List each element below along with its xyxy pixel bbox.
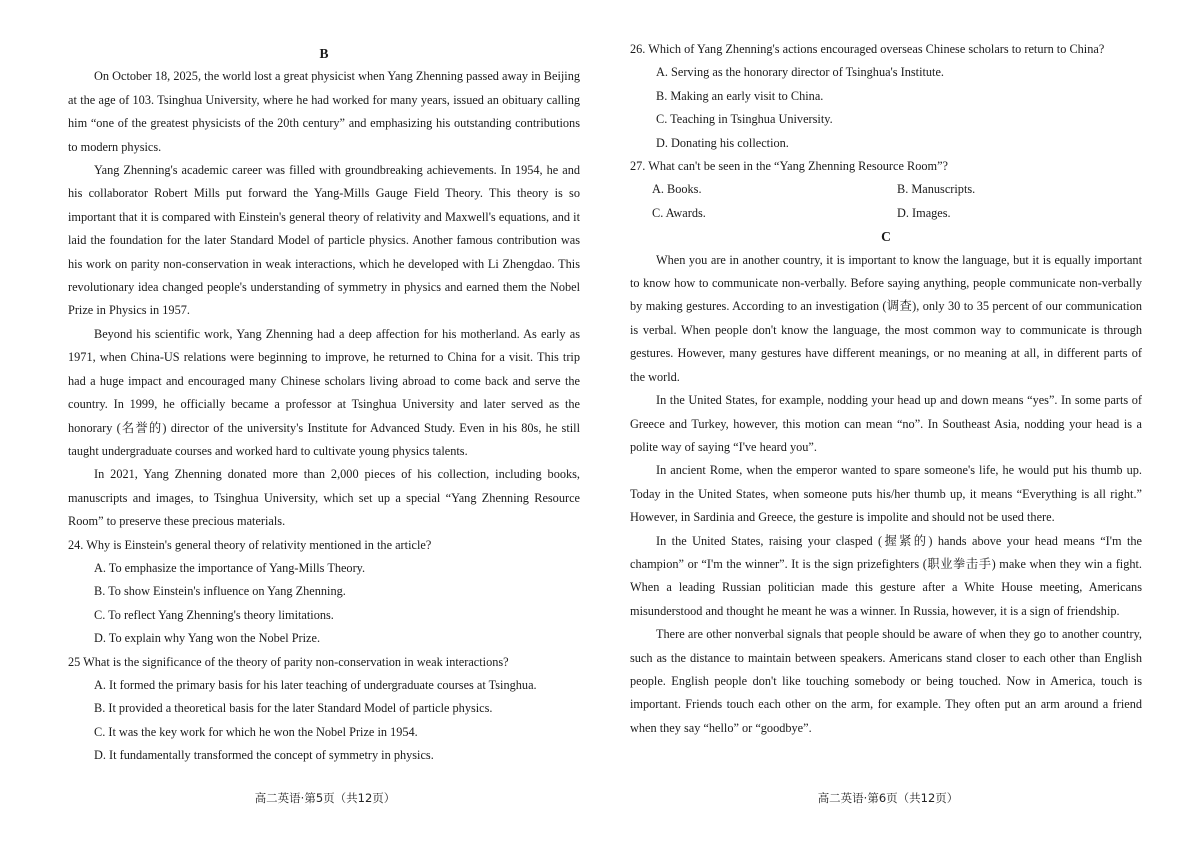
answer-option-d[interactable]: D. Donating his collection. xyxy=(656,135,789,150)
question-25 xyxy=(68,651,580,768)
answer-option-c[interactable]: C. Teaching in Tsinghua University. xyxy=(656,112,833,127)
passage-paragraph: On October 18, 2025, the world lost a great physicist when Yang Zhenning passed away in Beijing at the age of 103. Tsinghua University, where he had worked for many years, issued an obituary calling him “one of the greatest physicists of the 20th century” and emphasizing his outstanding contributions to modern physics. xyxy=(68,69,580,154)
question-27 xyxy=(630,155,1142,225)
passage-paragraph: Yang Zhenning's academic career was filled with groundbreaking achievements. In 1954, he and his collaborator Robert Mills put forward the Yang-Mills Gauge Field Theory. This theory is so important that it is compared with Einstein's general theory of relativity and Maxwell's equations, and it laid the foundation for the later Standard Model of particle physics. Another famous contribution was his work on parity non-conservation in weak interactions, which he developed with Li Zhengdao. This revolutionary idea changed people's understanding of symmetry in physics and earned them the Nobel Prize in Physics in 1957. xyxy=(68,163,580,318)
answer-option-b[interactable]: B. To show Einstein's influence on Yang Zhenning. xyxy=(94,584,346,599)
passage-paragraph: In the United States, for example, nodding your head up and down means “yes”. In some parts of Greece and Turkey, however, this motion can mean “no”. In Southeast Asia, nodding your head is a polite way of saying “I've heard you”. xyxy=(630,393,1142,454)
question-stem: 24. Why is Einstein's general theory of relativity mentioned in the article? xyxy=(68,537,432,552)
page-footer-left: 高二英语·第5页（共12页） xyxy=(254,791,396,805)
passage-paragraph: There are other nonverbal signals that people should be aware of when they go to another country, such as the distance to maintain between speakers. Americans stand closer to each other than English people. English people don't like touching somebody or being touched. Now in America, touch is important. Friends touch each other on the arm, for example. They often put an arm around a friend when they say “hello” or “goodbye”. xyxy=(630,627,1142,735)
answer-option-c[interactable]: C. Awards. xyxy=(652,205,706,220)
question-stem: 26. Which of Yang Zhenning's actions encouraged overseas Chinese scholars to return to China? xyxy=(630,42,1105,56)
answer-option-a[interactable]: A. To emphasize the importance of Yang-Mills Theory. xyxy=(94,560,366,575)
answer-option-c[interactable]: C. It was the key work for which he won the Nobel Prize in 1954. xyxy=(94,724,418,739)
option-row xyxy=(652,178,1142,201)
option-row xyxy=(652,202,1142,225)
answer-option-c[interactable]: C. To reflect Yang Zhenning's theory limitations. xyxy=(94,607,334,622)
passage-paragraph: Beyond his scientific work, Yang Zhenning had a deep affection for his motherland. As early as 1971, when China-US relations were beginning to improve, he returned to China for a visit. This trip had a huge impact and encouraged many Chinese scholars living abroad to come back and serve the country. In 1999, he officially became a professor at Tsinghua University and later served as the honorary (名誉的) director of the university's Institute for Advanced Study. Even in his 80s, he still taught undergraduate courses and worked hard to cultivate young physics talents. xyxy=(68,326,580,458)
question-26 xyxy=(630,38,1142,155)
question-stem: 27. What can't be seen in the “Yang Zhenning Resource Room”? xyxy=(630,159,948,174)
answer-option-b[interactable]: B. Manuscripts. xyxy=(897,182,976,197)
answer-option-a[interactable]: A. It formed the primary basis for his later teaching of undergraduate courses at Tsinghua. xyxy=(94,677,537,692)
passage-paragraph: When you are in another country, it is important to know the language, but it is equally important to know how to communicate non-verbally. Before saying anything, people communicate non-verbally by making gestures. According to an investigation (调查), only 30 to 35 percent of our communication is verbal. When people don't know the language, the most common way to communicate is through gestures. However, many gestures have different meanings, or no meaning at all, in different parts of the world. xyxy=(630,252,1142,384)
passage-paragraph: In ancient Rome, when the emperor wanted to spare someone's life, he would put his thumb up. Today in the United States, when someone puts his/her thumb up, it means “Everything is all right.” However, in Sardinia and Greece, the gesture is impolite and should not be used there. xyxy=(630,463,1142,525)
section-title-c: C xyxy=(881,229,891,245)
passage-paragraph: In the United States, raising your clasped (握紧的) hands above your head means “I'm the champion” or “I'm the winner”. It is the sign prizefighters (职业拳击手) make when they win a fight. When a leading Russian politician made this gesture after a White House meeting, Americans misunderstood and thought he meant he was a winner. In Russia, however, it is a sign of friendship. xyxy=(630,533,1142,618)
answer-option-d[interactable]: D. Images. xyxy=(897,205,951,220)
question-24 xyxy=(68,534,580,651)
answer-option-a[interactable]: A. Books. xyxy=(652,182,702,197)
question-stem: 25 What is the significance of the theory of parity non-conservation in weak interactions? xyxy=(68,654,509,669)
answer-option-b[interactable]: B. It provided a theoretical basis for the later Standard Model of particle physics. xyxy=(94,701,493,716)
answer-option-d[interactable]: D. To explain why Yang won the Nobel Prize. xyxy=(94,631,321,646)
passage-paragraph: In 2021, Yang Zhenning donated more than 2,000 pieces of his collection, including books, manuscripts and images, to Tsinghua University, which set up a special “Yang Zhenning Resource Room” to preserve these precious materials. xyxy=(68,467,580,529)
answer-option-d[interactable]: D. It fundamentally transformed the concept of symmetry in physics. xyxy=(94,748,434,763)
section-title-b: B xyxy=(319,46,329,61)
page-footer-right: 高二英语·第6页（共12页） xyxy=(817,791,959,805)
right-page xyxy=(630,38,1142,740)
answer-option-b[interactable]: B. Making an early visit to China. xyxy=(656,88,824,103)
left-page xyxy=(68,38,580,768)
answer-option-a[interactable]: A. Serving as the honorary director of Tsinghua's Institute. xyxy=(656,65,944,80)
